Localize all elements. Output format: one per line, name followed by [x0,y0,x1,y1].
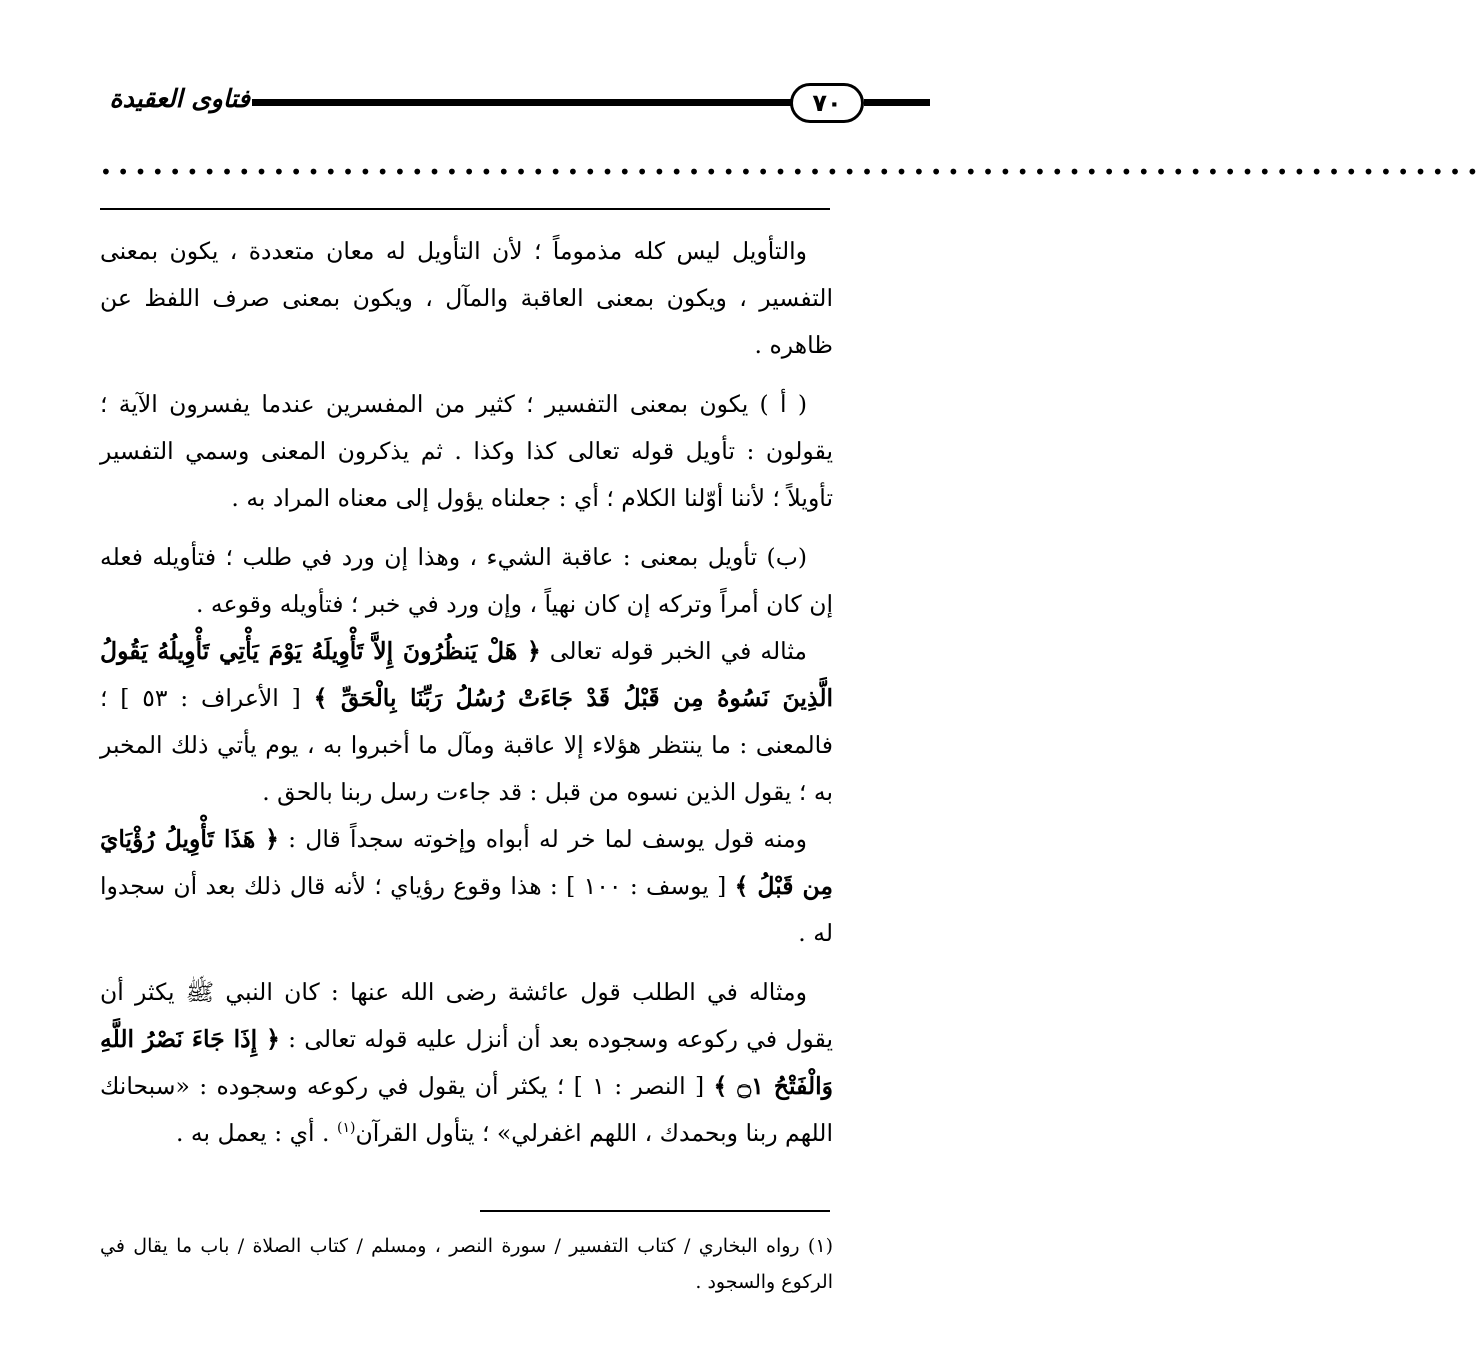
paragraph-example-khabar [100,628,833,816]
page-number-badge [790,83,864,123]
verse-ref-araf: [ الأعراف : ٥٣ ] ؛ [100,684,314,712]
header-rule-right [864,99,930,106]
paragraph-section-a [100,381,833,522]
quran-verse-nasr: ﴿ إِذَا جَاءَ نَصْرُ اللَّهِ وَالْفَتْحُ ۝١ ﴾ [100,1025,833,1100]
paragraph-section-b [100,534,833,628]
header-divider [100,208,830,210]
verse-ref-nasr: [ النصر : ١ ] ؛ [547,1072,714,1100]
page-header [100,78,842,128]
quran-verse-araf: ﴿ هَلْ يَنظُرُونَ إِلاَّ تَأْوِيلَهُ يَوْمَ يَأْتِي تَأْوِيلُهُ يَقُولُ الَّذِينَ نَسُوهُ مِن قَبْلُ قَدْ جَاءَتْ رُسُلُ رَبِّنَا بِالْحَقِّ ﴾ [100,637,834,712]
header-dotted-line: •••••••••••••••••••••••••••••••••••••••••••••••••••••••••••••••••••••••••••••••• [100,160,1484,184]
khabar-intro: مثاله في الخبر قوله تعالى [540,637,807,665]
section-a-text: ( أ ) يكون بمعنى التفسير ؛ كثير من المفسرين عندما يفسرون الآية ؛ يقولون : تأويل قوله تعالى كذا وكذا . ثم يذكرون المعنى وسمي التفسير تأويلاً ؛ لأننا أوّلنا الكلام ؛ أي : جعلناه يؤول إلى معناه المراد به . [100,390,833,512]
page-body [100,228,833,1157]
yusuf-rest: هذا وقوع رؤياي ؛ لأنه قال ذلك بعد أن سجدوا له . [100,872,833,947]
footnote-divider [480,1210,830,1212]
paragraph-example-yusuf [100,816,833,957]
footnotes [100,1228,833,1300]
book-title: فتاوى العقيدة [109,84,250,113]
talab-rest: يكثر أن يقول في ركوعه وسجوده : «سبحانك اللهم ربنا وبحمدك ، اللهم اغفرلي» ؛ يتأول القرآن [100,1072,833,1147]
section-b-text: (ب) تأويل بمعنى : عاقبة الشيء ، وهذا إن ورد في طلب ؛ فتأويله فعله إن كان أمراً وتركه إن كان نهياً ، وإن ورد في خبر ؛ فتأويله وقوعه . [100,543,833,618]
footnote-1: (١) رواه البخاري / كتاب التفسير / سورة النصر ، ومسلم / كتاب الصلاة / باب ما يقال في الركوع والسجود . [100,1235,833,1293]
header-rule-left [252,99,792,106]
talab-intro: ومثاله في الطلب قول عائشة رضى الله عنها : كان النبي ﷺ يكثر أن يقول في ركوعه وسجوده بعد أن أنزل عليه قوله تعالى : [100,978,833,1053]
page-number: ٧٠ [812,89,842,117]
quran-verse-yusuf: ﴿ هَذَا تَأْوِيلُ رُؤْيَايَ مِن قَبْلُ ﴾ [100,825,833,900]
khabar-rest: فالمعنى : ما ينتظر هؤلاء إلا عاقبة ومآل ما أخبروا به ، يوم يأتي ذلك المخبر به ؛ يقول الذين نسوه من قبل : قد جاءت رسل ربنا بالحق . [100,731,833,806]
yusuf-intro: ومنه قول يوسف لما خر له أبواه وإخوته سجداً قال : [278,825,808,853]
paragraph-intro [100,228,833,369]
paragraph-intro-text: والتأويل ليس كله مذموماً ؛ لأن التأويل له معان متعددة ، يكون بمعنى التفسير ، ويكون بمعنى العاقبة والمآل ، ويكون بمعنى صرف اللفظ عن ظاهره . [100,237,833,359]
verse-ref-yusuf: [ يوسف : ١٠٠ ] : [541,872,735,900]
paragraph-example-talab [100,969,833,1157]
talab-end: . أي : يعمل به . [175,1119,337,1147]
footnote-marker: (١) [337,1120,356,1137]
